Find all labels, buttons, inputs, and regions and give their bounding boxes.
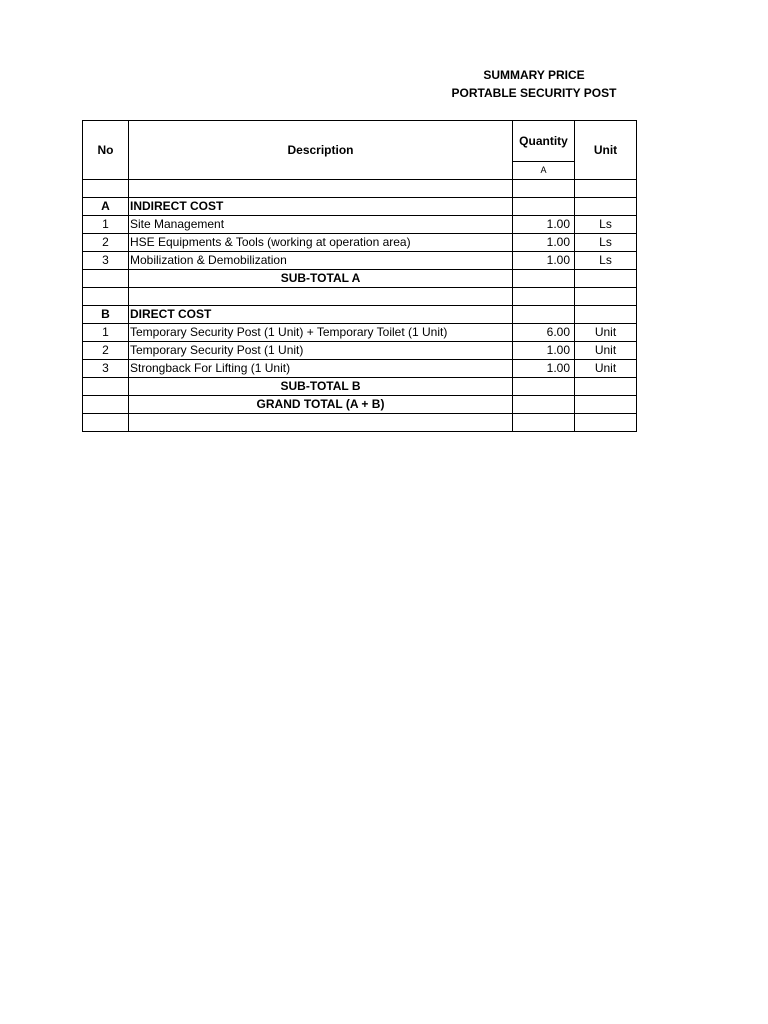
header-no: No (83, 121, 129, 180)
subtotal-b-label: SUB-TOTAL B (129, 378, 513, 396)
row-description: Site Management (129, 216, 513, 234)
table-row (83, 288, 637, 306)
section-a-title: INDIRECT COST (129, 198, 513, 216)
row-description: Temporary Security Post (1 Unit) + Temporary Toilet (1 Unit) (129, 324, 513, 342)
header-quantity: Quantity (513, 121, 575, 162)
row-unit: Ls (575, 234, 637, 252)
row-unit: Ls (575, 216, 637, 234)
summary-title: SUMMARY PRICE (483, 68, 585, 82)
table-row (83, 234, 637, 252)
row-description: Strongback For Lifting (1 Unit) (129, 360, 513, 378)
project-title: PORTABLE SECURITY POST (451, 86, 617, 100)
row-description: Mobilization & Demobilization (129, 252, 513, 270)
table-row (83, 324, 637, 342)
row-description: HSE Equipments & Tools (working at operation area) (129, 234, 513, 252)
table-row (83, 414, 637, 432)
header-quantity-sub: A (513, 162, 575, 180)
header-description: Description (129, 121, 513, 180)
grand-total-row (83, 396, 637, 414)
header-unit: Unit (575, 121, 637, 180)
table-row (83, 216, 637, 234)
table-row (83, 252, 637, 270)
row-description: Temporary Security Post (1 Unit) (129, 342, 513, 360)
row-unit: Unit (575, 324, 637, 342)
section-b-code: B (83, 306, 129, 324)
subtotal-a-row (83, 270, 637, 288)
row-quantity: 6.00 (513, 324, 575, 342)
row-quantity: 1.00 (513, 342, 575, 360)
row-no: 3 (83, 252, 129, 270)
summary-price-table (82, 120, 637, 432)
grand-total-label: GRAND TOTAL (A + B) (129, 396, 513, 414)
section-b-heading-row (83, 306, 637, 324)
row-no: 2 (83, 234, 129, 252)
table-row (83, 180, 637, 198)
section-a-heading-row (83, 198, 637, 216)
section-a-code: A (83, 198, 129, 216)
subtotal-b-row (83, 378, 637, 396)
row-no: 2 (83, 342, 129, 360)
row-unit: Ls (575, 252, 637, 270)
row-unit: Unit (575, 360, 637, 378)
row-no: 1 (83, 216, 129, 234)
row-quantity: 1.00 (513, 234, 575, 252)
subtotal-a-label: SUB-TOTAL A (129, 270, 513, 288)
table-row (83, 360, 637, 378)
row-quantity: 1.00 (513, 252, 575, 270)
row-unit: Unit (575, 342, 637, 360)
row-no: 1 (83, 324, 129, 342)
table-row (83, 342, 637, 360)
section-b-title: DIRECT COST (129, 306, 513, 324)
row-quantity: 1.00 (513, 216, 575, 234)
row-quantity: 1.00 (513, 360, 575, 378)
row-no: 3 (83, 360, 129, 378)
